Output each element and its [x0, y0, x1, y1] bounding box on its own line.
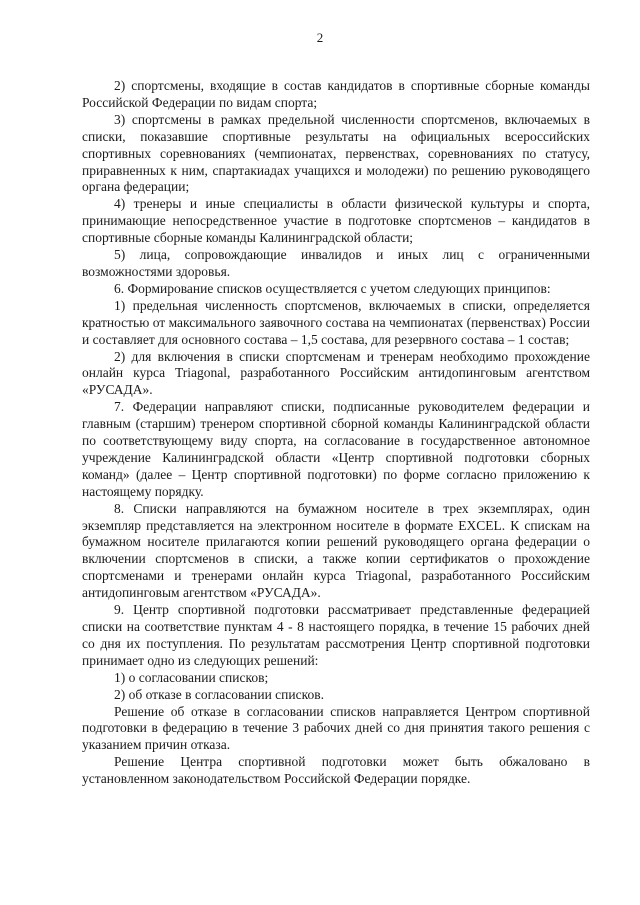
- paragraph: 1) предельная численность спортсменов, включаемых в списки, определяется кратностью от максимального заявочного состава на чемпионатах (первенствах) России и составляет для основного состава – 1,5 состава, для резервного состава – 1 состав;: [82, 297, 590, 347]
- paragraph: 4) тренеры и иные специалисты в области физической культуры и спорта, принимающие непосредственное участие в подготовке спортсменов – кандидатов в спортивные сборные команды Калининградской области;: [82, 196, 590, 246]
- document-body: [82, 78, 590, 788]
- paragraph: 6. Формирование списков осуществляется с учетом следующих принципов:: [114, 280, 551, 296]
- page-number: 2: [316, 30, 324, 45]
- paragraph: 5) лица, сопровождающие инвалидов и иных лиц с ограниченными возможностями здоровья.: [82, 247, 590, 279]
- paragraph: 2) для включения в списки спортсменам и тренерам необходимо прохождение онлайн курса Triagonal, разработанного Российским антидопинговым агентством «РУСАДА».: [82, 348, 590, 398]
- paragraph: 3) спортсмены в рамках предельной численности спортсменов, включаемых в списки, показавшие спортивные результаты на официальных всероссийских спортивных соревнованиях (чемпионатах, первенствах, соревнованиях по статусу, приравненных к ним, спартакиадах учащихся и молодежи) по решению руководящего органа федерации;: [82, 111, 590, 195]
- paragraph: Решение об отказе в согласовании списков направляется Центром спортивной подготовки в федерацию в течение 3 рабочих дней со дня принятия такого решения с указанием причин отказа.: [82, 703, 590, 753]
- paragraph: Решение Центра спортивной подготовки может быть обжаловано в установленном законодательством Российской Федерации порядке.: [82, 754, 590, 787]
- paragraph: 8. Списки направляются на бумажном носителе в трех экземплярах, один экземпляр представляется на электронном носителе в формате EXCEL. К спискам на бумажном носителе прилагаются копии решений руководящего органа федерации о включении спортсменов в списки, а также копии сертификатов о прохождение спортсменами и тренерами онлайн курса Triagonal, разработанного Российским антидопинговым агентством «РУСАДА».: [82, 500, 590, 601]
- paragraph: 2) об отказе в согласовании списков.: [114, 686, 324, 702]
- paragraph: 7. Федерации направляют списки, подписанные руководителем федерации и главным (старшим) тренером спортивной сборной команды Калининградской области по соответствующему виду спорта, на согласование в государственное автономное учреждение Калининградской области «Центр спортивной подготовки сборных команд» (далее – Центр спортивной подготовки) по форме согласно приложению к настоящему порядку.: [82, 399, 590, 499]
- paragraph: 9. Центр спортивной подготовки рассматривает представленные федерацией списки на соответствие пунктам 4 - 8 настоящего порядка, в течение 15 рабочих дней со дня их поступления. По результатам рассмотрения Центр спортивной подготовки принимает одно из следующих решений:: [82, 602, 590, 668]
- paragraph: 1) о согласовании списков;: [114, 669, 269, 685]
- paragraph: 2) спортсмены, входящие в состав кандидатов в спортивные сборные команды Российской Федерации по видам спорта;: [82, 78, 590, 110]
